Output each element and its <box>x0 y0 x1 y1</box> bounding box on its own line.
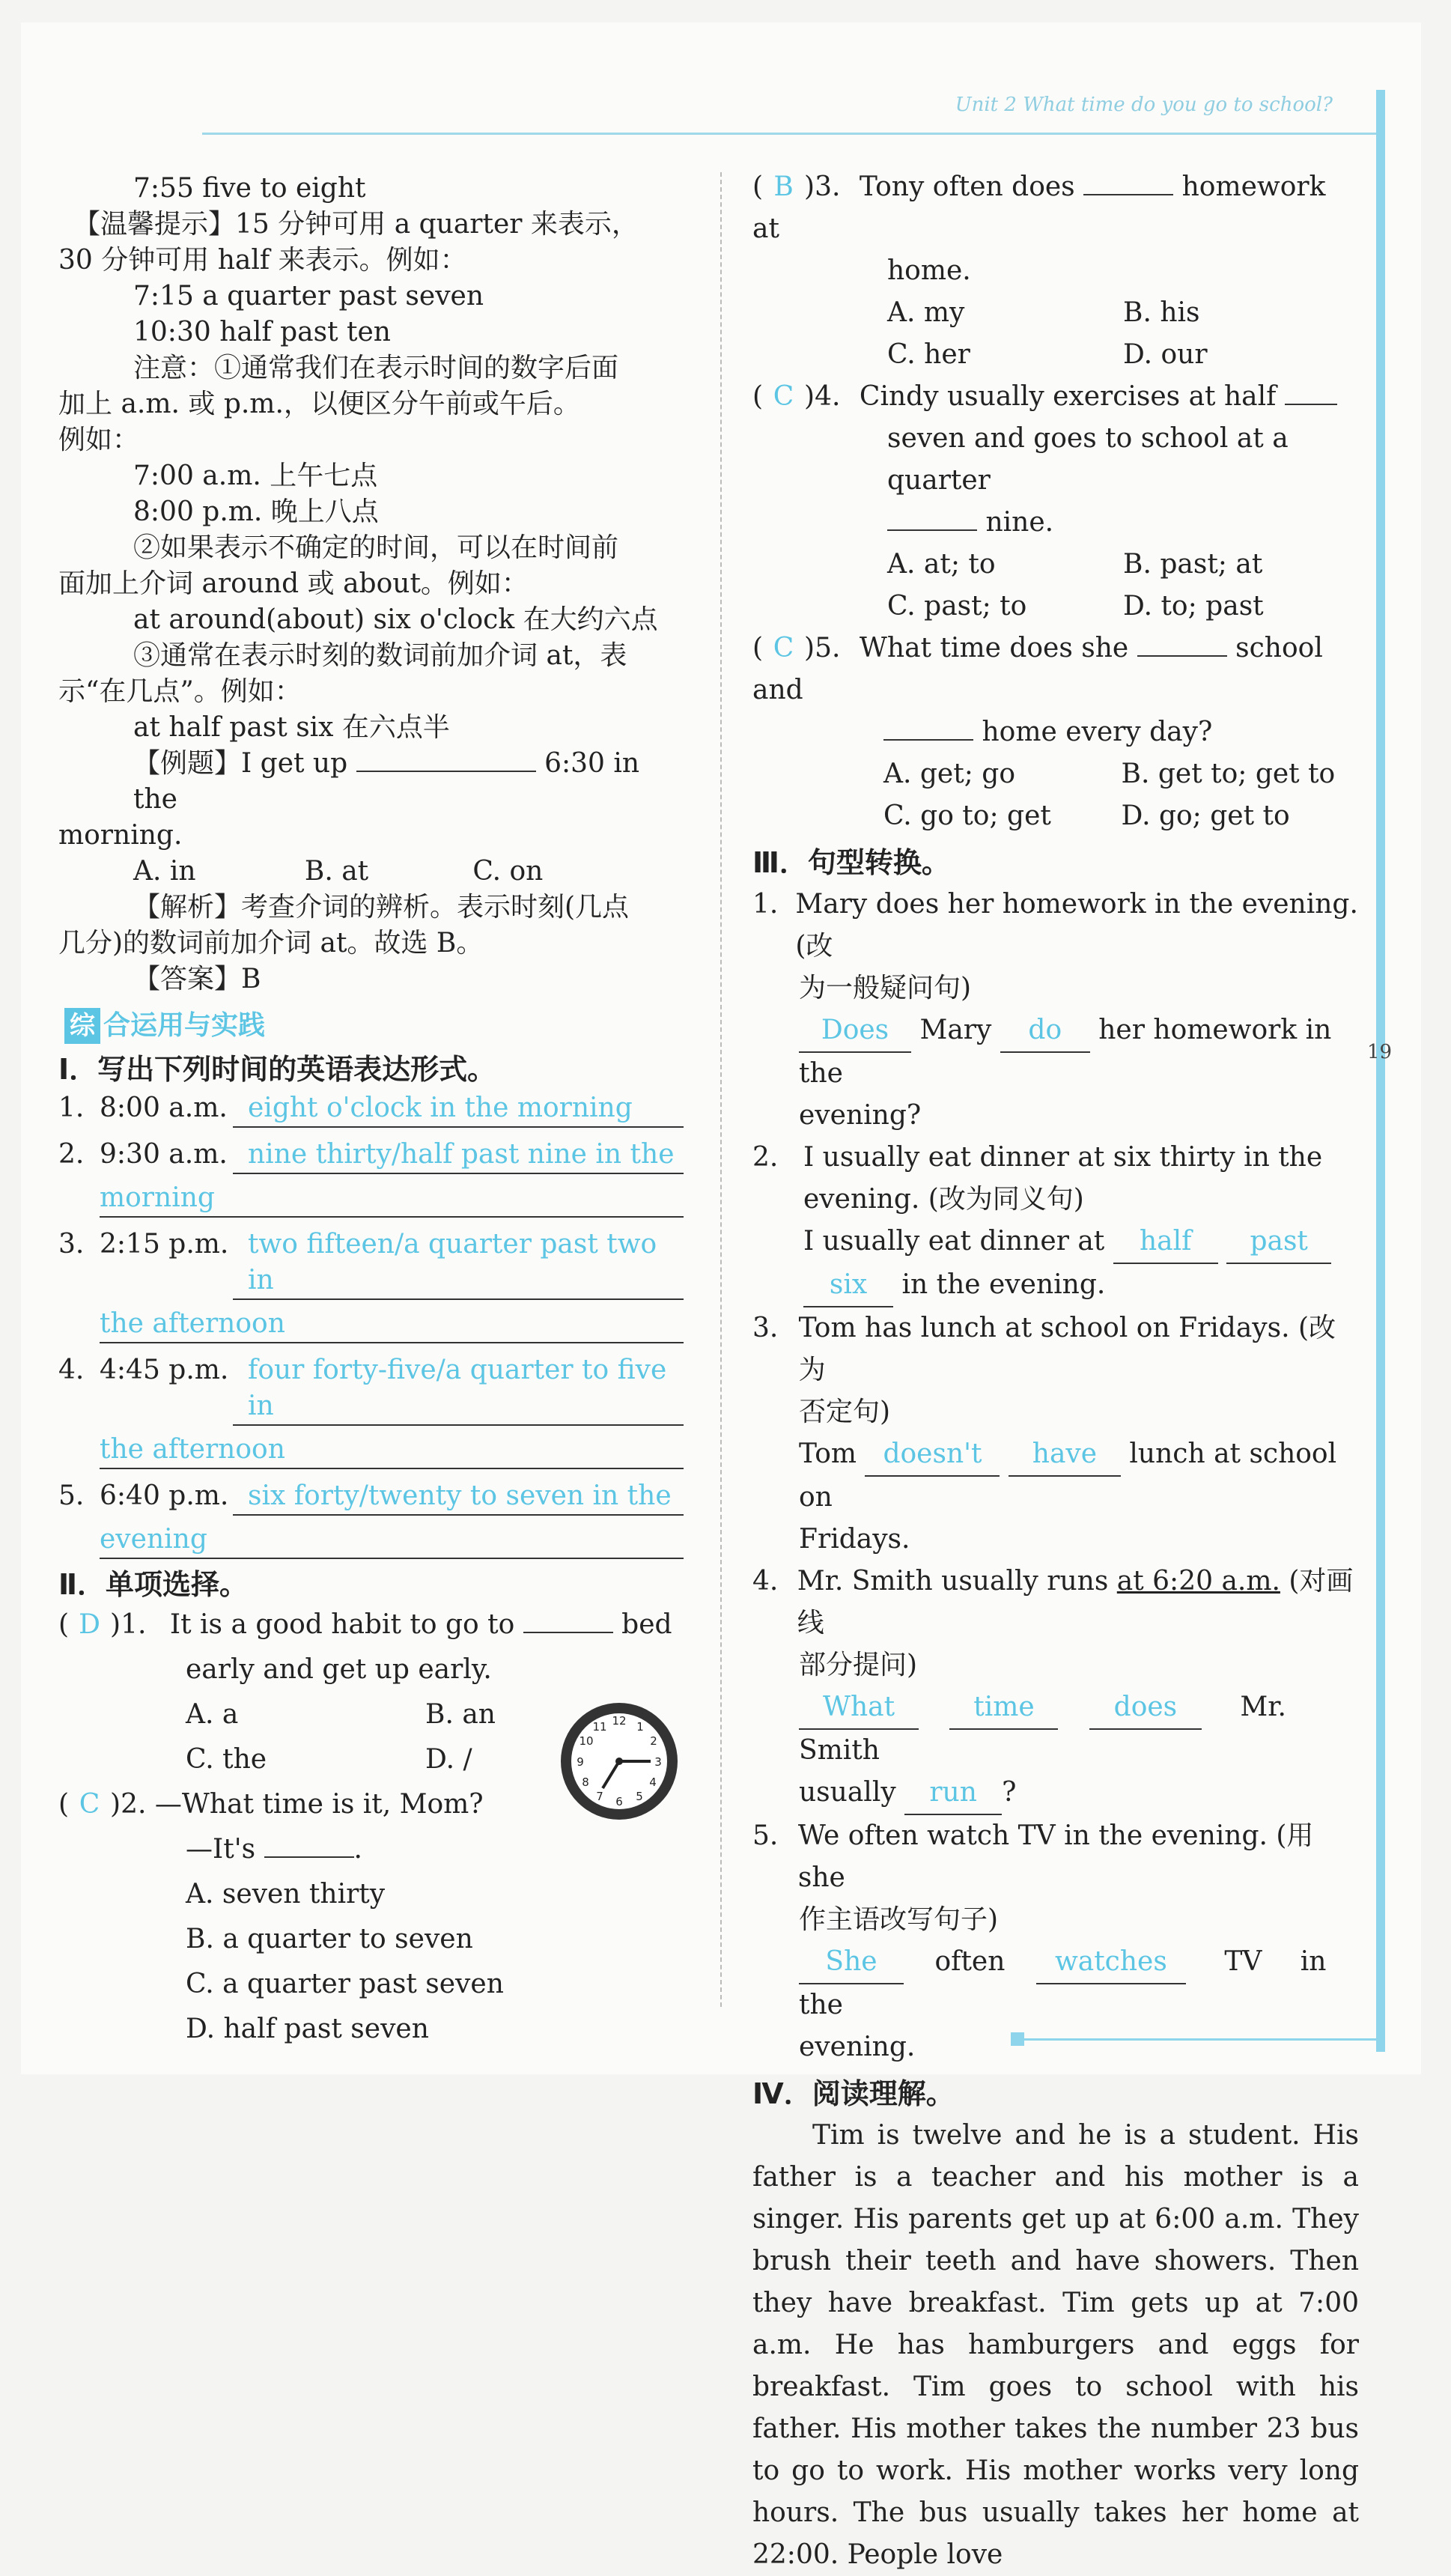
answer-line[interactable]: eight o'clock in the morning <box>233 1090 684 1128</box>
item-text: 为一般疑问句) <box>799 973 972 1003</box>
section-4-title: Ⅳ．阅读理解。 <box>752 2077 955 2110</box>
answer-line[interactable]: nine thirty/half past nine in the <box>233 1137 684 1174</box>
page-header <box>202 94 1378 139</box>
question-text: —What time is it, Mom? <box>154 1789 484 1820</box>
answer-row <box>752 1264 1359 1307</box>
item-punct: ? <box>1002 1777 1017 1808</box>
answer-blank[interactable]: What <box>799 1686 919 1730</box>
item-text: I usually eat dinner at six thirty in the <box>803 1142 1323 1173</box>
options-row <box>752 795 1359 837</box>
answer-blank[interactable]: She <box>799 1941 904 1984</box>
example-tail: 6:30 in the <box>133 748 640 815</box>
list-item <box>58 1227 684 1300</box>
answer-row <box>752 1772 1359 1815</box>
question-blank[interactable] <box>883 739 973 741</box>
section-2-title: Ⅱ．单项选择。 <box>58 1568 249 1601</box>
question-text: Tony often does <box>859 171 1075 202</box>
option-c: C. past; to <box>887 591 1027 622</box>
question-number: )2. <box>110 1789 147 1820</box>
answer-blank[interactable]: past <box>1226 1221 1331 1264</box>
item-number: 2. <box>58 1139 85 1170</box>
option-b: B. his <box>1123 297 1200 328</box>
question-line <box>752 502 1359 544</box>
option-a: A. seven thirty <box>186 1879 386 1910</box>
header-title: Unit 2 What time do you go to school? <box>955 94 1333 116</box>
item-text: I usually eat dinner at <box>803 1226 1105 1257</box>
analysis-line: 几分)的数词前加介词 at。故选 B。 <box>58 928 484 959</box>
item-text: Mary does her homework in the evening. (改 <box>795 889 1358 962</box>
question-line: ( C )2. —What time is it, Mom? <box>58 1782 684 1827</box>
option-c: C. a quarter past seven <box>186 1969 504 1999</box>
item-time: 9:30 a.m. <box>100 1139 228 1170</box>
banner-badge: 综 <box>64 1008 100 1044</box>
answer-choice[interactable]: D <box>79 1609 100 1640</box>
svg-text:8: 8 <box>582 1775 589 1789</box>
text-line: at half past six 在六点半 <box>133 712 450 743</box>
options-row <box>752 292 1359 334</box>
question-text: What time does she <box>859 633 1129 663</box>
question-number: )4. <box>804 381 841 412</box>
list-item <box>58 1352 684 1426</box>
example-options <box>73 854 684 890</box>
question-blank[interactable] <box>264 1856 354 1858</box>
item-time: 6:40 p.m. <box>100 1480 229 1511</box>
answer-blank[interactable]: do <box>1000 1009 1090 1053</box>
list-item-cont <box>58 1432 684 1469</box>
answer-blank[interactable]: run <box>904 1772 1002 1815</box>
option-b: B. past; at <box>1123 549 1263 580</box>
svg-text:5: 5 <box>636 1790 643 1803</box>
option-c: C. on <box>472 856 544 887</box>
answer-line-2[interactable]: evening <box>100 1522 684 1559</box>
text-line: 例如： <box>58 425 140 455</box>
item-text: Mr. Smith usually runs <box>797 1566 1109 1597</box>
item-time: 4:45 p.m. <box>100 1355 229 1385</box>
transform-item <box>752 1307 1359 1391</box>
question-line <box>58 1827 684 1872</box>
option-b: B. a quarter to seven <box>186 1924 473 1954</box>
question-punct: . <box>353 1834 362 1865</box>
mc-question-3 <box>752 166 1359 376</box>
question-line: ( D )1. It is a good habit to go to bed <box>58 1603 684 1647</box>
text-line: 7:15 a quarter past seven <box>133 281 484 312</box>
section-1-list <box>58 1090 684 1559</box>
option-a: A. get; go <box>883 759 1015 789</box>
item-text: in the evening. <box>901 1269 1106 1300</box>
svg-text:11: 11 <box>592 1720 607 1734</box>
answer-choice[interactable]: C <box>79 1789 100 1820</box>
question-number: )1. <box>110 1609 147 1640</box>
item-number: 2. <box>752 1142 779 1173</box>
item-text: TV in the <box>799 1946 1327 2020</box>
svg-text:7: 7 <box>596 1790 603 1803</box>
answer-blank[interactable]: Does <box>799 1009 911 1053</box>
answer-choice[interactable]: C <box>773 633 794 663</box>
question-text: early and get up early. <box>186 1654 492 1685</box>
question-text: nine. <box>985 507 1054 538</box>
option-d: D. to; past <box>1123 591 1264 622</box>
question-line: ( B )3. Tony often does homework at <box>752 166 1359 250</box>
question-blank[interactable] <box>1137 655 1227 657</box>
text-line: 加上 a.m. 或 p.m.，以便区分午前或午后。 <box>58 389 580 419</box>
item-text: Mr. Smith <box>799 1692 1286 1766</box>
answer-line-2[interactable]: the afternoon <box>100 1432 684 1469</box>
question-text: homework at <box>752 171 1326 244</box>
transform-item <box>752 884 1359 967</box>
item-text: evening. <box>799 2032 916 2062</box>
item-text: often <box>934 1946 1006 1977</box>
answer-blank[interactable]: half <box>1113 1221 1218 1264</box>
tip-line <box>13 207 684 243</box>
answer-line-2[interactable]: the afternoon <box>100 1306 684 1343</box>
text-line: ②如果表示不确定的时间，可以在时间前 <box>133 532 619 563</box>
svg-text:6: 6 <box>615 1795 623 1808</box>
answer-blank[interactable]: time <box>949 1686 1058 1730</box>
answer-line: 【答案】B <box>133 964 261 994</box>
question-blank[interactable] <box>887 529 977 531</box>
page-number: 19 <box>1367 1041 1393 1063</box>
section-1-title: Ⅰ．写出下列时间的英语表达形式。 <box>58 1053 496 1086</box>
tip-text: 【温馨提示】15 分钟可用 a quarter 来表示， <box>73 209 639 240</box>
transform-item <box>752 1815 1359 1899</box>
list-item-cont <box>58 1180 684 1218</box>
list-item <box>58 1137 684 1174</box>
answer-line[interactable]: two fifteen/a quarter past two in <box>233 1227 684 1300</box>
question-blank[interactable] <box>523 1632 613 1633</box>
option-c: C. go to; get <box>883 801 1051 831</box>
item-number: 5. <box>58 1480 85 1511</box>
column-divider <box>720 172 722 2007</box>
item-number: 4. <box>752 1566 779 1597</box>
answer-line[interactable]: six forty/twenty to seven in the <box>233 1478 684 1516</box>
question-line: ( C )4. Cindy usually exercises at half <box>752 376 1359 418</box>
text-line: at around(about) six o'clock 在大约六点 <box>133 604 658 635</box>
answer-choice[interactable]: B <box>773 171 794 202</box>
question-text: home every day? <box>982 717 1213 747</box>
answer-row <box>752 1009 1359 1095</box>
item-text: 作主语改写句子) <box>799 1904 999 1935</box>
item-number: 3. <box>752 1313 779 1343</box>
question-blank[interactable] <box>1083 194 1173 195</box>
option-a: A. at; to <box>887 549 996 580</box>
option-d: D. half past seven <box>186 2014 429 2044</box>
item-text: Fridays. <box>799 1524 910 1555</box>
clock-icon <box>558 1700 681 1823</box>
item-time: 8:00 a.m. <box>100 1093 228 1123</box>
question-line: ( C )5. What time does she school and <box>752 628 1359 711</box>
option-a: A. my <box>887 297 965 328</box>
question-text: home. <box>887 255 971 286</box>
item-number: 1. <box>58 1093 85 1123</box>
answer-blank[interactable]: does <box>1089 1686 1202 1730</box>
text-line: 面加上介词 around 或 about。例如： <box>58 568 529 599</box>
question-text: seven and goes to school at a quarter <box>887 423 1289 496</box>
item-text: Mary <box>919 1015 992 1045</box>
item-number: 1. <box>752 889 779 920</box>
text-line: 7:00 a.m. 上午七点 <box>133 461 378 491</box>
option-d: D. our <box>1123 339 1208 370</box>
text-line: morning. <box>58 820 183 851</box>
item-number: 5. <box>752 1820 779 1851</box>
option-b: B. get to; get to <box>1121 759 1336 789</box>
list-item <box>58 1090 684 1128</box>
svg-text:1: 1 <box>636 1720 644 1734</box>
text-line: 示“在几点”。例如： <box>58 676 302 707</box>
answer-row <box>752 1433 1359 1519</box>
mc-question-4 <box>752 376 1359 628</box>
text-line: 注意：①通常我们在表示时间的数字后面 <box>133 353 619 383</box>
answer-choice[interactable]: C <box>773 381 794 412</box>
option-c: C. the <box>186 1744 267 1775</box>
item-time: 2:15 p.m. <box>100 1229 229 1260</box>
answer-blank[interactable]: six <box>803 1264 893 1307</box>
answer-row <box>752 1686 1359 1772</box>
mc-question-5 <box>752 628 1359 837</box>
svg-text:4: 4 <box>649 1775 657 1789</box>
option-b: B. at <box>304 856 369 887</box>
right-column <box>752 166 1359 2576</box>
answer-blank[interactable]: have <box>1009 1433 1121 1477</box>
options-row <box>752 544 1359 586</box>
item-text: 部分提问) <box>799 1650 918 1680</box>
list-item-cont <box>58 1522 684 1559</box>
banner-title: 合运用与实践 <box>103 1010 266 1041</box>
item-text: Tom <box>799 1439 857 1469</box>
answer-line[interactable]: four forty-five/a quarter to five in <box>233 1352 684 1426</box>
item-text: (对画线 <box>797 1566 1354 1638</box>
item-number: 4. <box>58 1355 85 1385</box>
text-line: 8:00 p.m. 晚上八点 <box>133 496 379 527</box>
option-d: D. go; get to <box>1121 801 1290 831</box>
answer-line-2[interactable]: morning <box>100 1180 684 1218</box>
text-line: 30 分钟可用 half 来表示。例如： <box>58 245 467 276</box>
underlined-phrase: at 6:20 a.m. <box>1116 1566 1280 1597</box>
svg-text:9: 9 <box>577 1755 584 1769</box>
option-a: A. a <box>186 1699 239 1730</box>
answer-row <box>752 1221 1359 1264</box>
question-text: Cindy usually exercises at half <box>859 381 1277 412</box>
item-text: her homework in the <box>799 1015 1332 1089</box>
transform-item <box>752 1137 1359 1179</box>
text-line: 10:30 half past ten <box>133 317 391 347</box>
item-text: evening? <box>799 1100 922 1131</box>
svg-text:2: 2 <box>650 1734 657 1748</box>
item-number: 3. <box>58 1229 85 1260</box>
section-3-title: Ⅲ．句型转换。 <box>752 846 950 879</box>
answer-blank[interactable]: doesn't <box>865 1433 1000 1477</box>
question-text: school and <box>752 633 1323 705</box>
svg-text:10: 10 <box>579 1734 594 1748</box>
answer-row <box>752 1941 1359 2026</box>
svg-text:12: 12 <box>612 1714 627 1728</box>
option-d: D. / <box>425 1744 472 1775</box>
side-bar <box>1376 90 1385 2052</box>
reading-passage: Tim is twelve and he is a student. His father is a teacher and his mother is a singer. His parents get up at 6:00 a.m. They brush their teeth and have showers. Then they have breakfast. Tim gets up at 7:00 a.m. He has hamburgers and eggs for breakfast. Tim goes to school with his father. His mother takes the number 23 bus to go to work. His mother works very long hours. The bus usually takes her home at 22:00. People love <box>752 2120 1359 2570</box>
list-item-cont <box>58 1306 684 1343</box>
example-blank[interactable] <box>356 771 536 772</box>
item-text: 否定句) <box>799 1397 891 1427</box>
question-text: bed <box>621 1609 672 1640</box>
item-text: We often watch TV in the evening. (用 she <box>797 1820 1314 1893</box>
item-text: usually <box>799 1777 896 1808</box>
options-row <box>752 586 1359 628</box>
item-text: evening. (改为同义句) <box>803 1184 1084 1215</box>
svg-text:3: 3 <box>654 1755 662 1769</box>
text-line: 7:55 five to eight <box>133 173 366 204</box>
options-row <box>752 334 1359 376</box>
answer-blank[interactable]: watches <box>1036 1941 1186 1984</box>
question-line <box>752 711 1359 753</box>
question-text: It is a good habit to go to <box>169 1609 515 1640</box>
example-label: 【例题】I get up <box>133 748 348 779</box>
question-blank[interactable] <box>1285 404 1337 405</box>
item-text: lunch at school on <box>799 1439 1337 1513</box>
question-text: —It's <box>186 1834 256 1865</box>
question-number: )5. <box>804 633 841 663</box>
header-rule <box>202 133 1378 135</box>
section-banner <box>64 1008 684 1044</box>
question-number: )3. <box>804 171 841 202</box>
option-b: B. an <box>425 1699 496 1730</box>
analysis-line: 【解析】考查介词的辨析。表示时刻(几点 <box>133 892 630 923</box>
example-question <box>73 746 684 818</box>
item-text: Tom has lunch at school on Fridays. (改为 <box>798 1313 1336 1385</box>
option-c: C. her <box>887 339 970 370</box>
option-a: A. in <box>133 856 196 887</box>
list-item <box>58 1478 684 1516</box>
options-row <box>752 753 1359 795</box>
transform-item <box>752 1561 1359 1644</box>
text-line: ③通常在表示时刻的数词前加介词 at，表 <box>133 640 627 671</box>
